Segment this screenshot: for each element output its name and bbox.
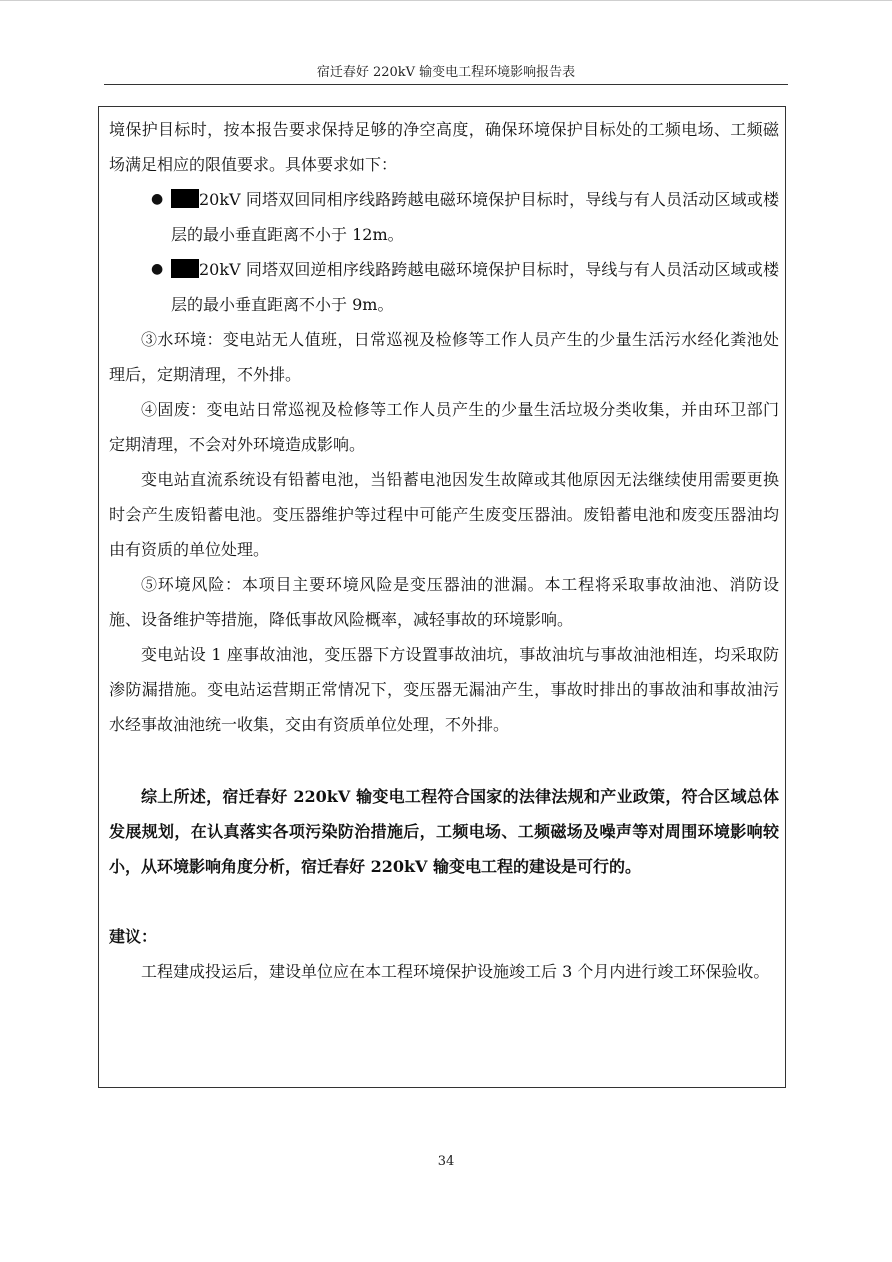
redaction-block (171, 259, 199, 278)
running-header: 宿迁春好 220kV 输变电工程环境影响报告表 (316, 65, 576, 80)
redaction-block (171, 189, 199, 208)
page-top-rule (0, 0, 892, 1)
blank-line (109, 742, 779, 779)
water-paragraph: ③水环境：变电站无人值班，日常巡视及检修等工作人员产生的少量生活污水经化粪池处理后，定期清理，不外排。 (109, 330, 779, 384)
blank-line (109, 884, 779, 919)
bullet-text: 20kV 同塔双回逆相序线路跨越电磁环境保护目标时，导线与有人员活动区域或楼层的最小垂直距离不小于 9m。 (171, 260, 779, 314)
suggestion-paragraph: 工程建成投运后，建设单位应在本工程环境保护设施竣工后 3 个月内进行竣工环保验收。 (141, 962, 770, 981)
bullet-dot-icon: ● (151, 261, 164, 277)
battery-paragraph: 变电站直流系统设有铅蓄电池，当铅蓄电池因发生故障或其他原因无法继续使用需要更换时会产生废铅蓄电池。变压器维护等过程中可能产生废变压器油。废铅蓄电池和废变压器油均由有资质的单位处理。 (109, 470, 779, 559)
page-number: 34 (437, 1154, 455, 1169)
oil-pool-paragraph: 变电站设 1 座事故油池，变压器下方设置事故油坑，事故油坑与事故油池相连，均采取防渗防漏措施。变电站运营期正常情况下，变压器无漏油产生，事故时排出的事故油和事故油污水经事故油池统一收集，交由有资质单位处理，不外排。 (109, 645, 779, 734)
risk-paragraph: ⑤环境风险：本项目主要环境风险是变压器油的泄漏。本工程将采取事故油池、消防设施、设备维护等措施，降低事故风险概率，减轻事故的环境影响。 (109, 575, 779, 629)
conclusion-paragraph: 综上所述，宿迁春好 220kV 输变电工程符合国家的法律法规和产业政策，符合区域总体发展规划，在认真落实各项污染防治措施后，工频电场、工频磁场及噪声等对周围环境影响较小，从环境影响角度分析，宿迁春好 220kV 输变电工程的建设是可行的。 (109, 787, 779, 876)
report-body (109, 112, 779, 989)
intro-paragraph: 境保护目标时，按本报告要求保持足够的净空高度，确保环境保护目标处的工频电场、工频磁场满足相应的限值要求。具体要求如下： (109, 120, 779, 174)
bullet-item-same-phase (109, 182, 779, 252)
header-rule (104, 84, 788, 85)
bullet-dot-icon: ● (151, 191, 164, 207)
bullet-text: 20kV 同塔双回同相序线路跨越电磁环境保护目标时，导线与有人员活动区域或楼层的最小垂直距离不小于 12m。 (171, 190, 779, 244)
suggestion-heading: 建议： (109, 927, 158, 946)
bullet-item-reverse-phase (109, 252, 779, 322)
solid-waste-paragraph: ④固废：变电站日常巡视及检修等工作人员产生的少量生活垃圾分类收集，并由环卫部门定期清理，不会对外环境造成影响。 (109, 400, 779, 454)
